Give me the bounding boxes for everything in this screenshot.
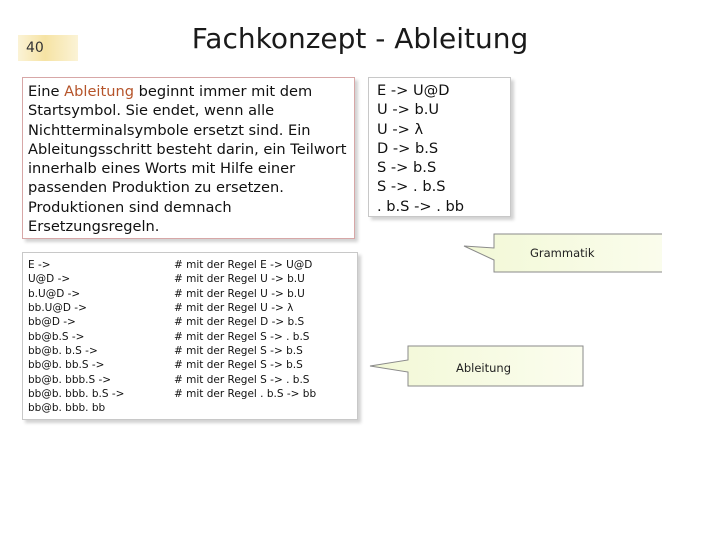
derivation-steps <box>28 258 124 416</box>
grammar-rules-box <box>368 77 511 217</box>
slide-title: Fachkonzept - Ableitung <box>191 22 529 55</box>
ableitung-label: Ableitung <box>456 361 512 375</box>
derivation-step: E -> <box>28 259 51 271</box>
grammar-rule: U -> λ <box>377 120 424 138</box>
rule-comment: # mit der Regel S -> . b.S <box>174 330 310 343</box>
derivation-step: bb.U@D -> <box>28 302 87 315</box>
grammar-rule: S -> b.S <box>377 159 437 177</box>
rule-comment: # mit der Regel S -> b.S <box>174 359 303 372</box>
derivation-step: bb@b. bb.S -> <box>28 359 105 372</box>
grammar-rule: E -> U@D <box>377 82 450 99</box>
grammar-rule: D -> b.S <box>377 139 439 157</box>
slide-number: 40 <box>18 35 78 61</box>
derivation-step: bb@b. bbb. b.S -> <box>28 388 125 401</box>
grammar-rule: S -> . b.S <box>377 178 446 196</box>
derivation-box <box>22 252 358 420</box>
intro-text-rest: beginnt immer mit dem Startsymbol. Sie endet, wenn alle Nichtterminalsymbole ersetzt sind. Ein Ableitungsschritt besteht darin, ein Teilwort innerhalb eines Worts mit Hilfe einer passenden Produktion zu ersetzen. Produktionen sind demnach Ersetzungsregeln. <box>28 83 347 236</box>
grammatik-callout <box>462 226 662 282</box>
derivation-step: b.U@D -> <box>28 287 81 300</box>
rule-comment: # mit der Regel D -> b.S <box>174 316 305 329</box>
derivation-step: bb@b.S -> <box>28 330 85 343</box>
derivation-step: bb@b. b.S -> <box>28 345 98 358</box>
rule-comment: # mit der Regel U -> λ <box>174 302 294 315</box>
rule-comment: # mit der Regel E -> U@D <box>174 259 313 271</box>
derivation-step: U@D -> <box>28 273 71 286</box>
grammar-rule: . b.S -> . bb <box>377 197 465 215</box>
highlighted-term: Ableitung <box>64 83 134 100</box>
intro-text-start: Eine <box>28 83 65 100</box>
ableitung-callout <box>368 336 588 394</box>
derivation-step: bb@b. bbb. bb <box>28 402 106 415</box>
derivation-step: bb@b. bbb.S -> <box>28 373 112 386</box>
derivation-step: bb@D -> <box>28 316 76 329</box>
rule-comment: # mit der Regel S -> . b.S <box>174 373 310 386</box>
rule-comment: # mit der Regel U -> b.U <box>174 287 305 300</box>
rule-comment: # mit der Regel U -> b.U <box>174 273 305 286</box>
rule-comment: # mit der Regel . b.S -> bb <box>174 388 317 401</box>
rule-comment: # mit der Regel S -> b.S <box>174 345 303 358</box>
grammatik-label: Grammatik <box>530 246 595 260</box>
definition-textbox <box>22 77 355 239</box>
derivation-comments <box>174 258 316 401</box>
grammar-rule: U -> b.U <box>377 101 440 119</box>
